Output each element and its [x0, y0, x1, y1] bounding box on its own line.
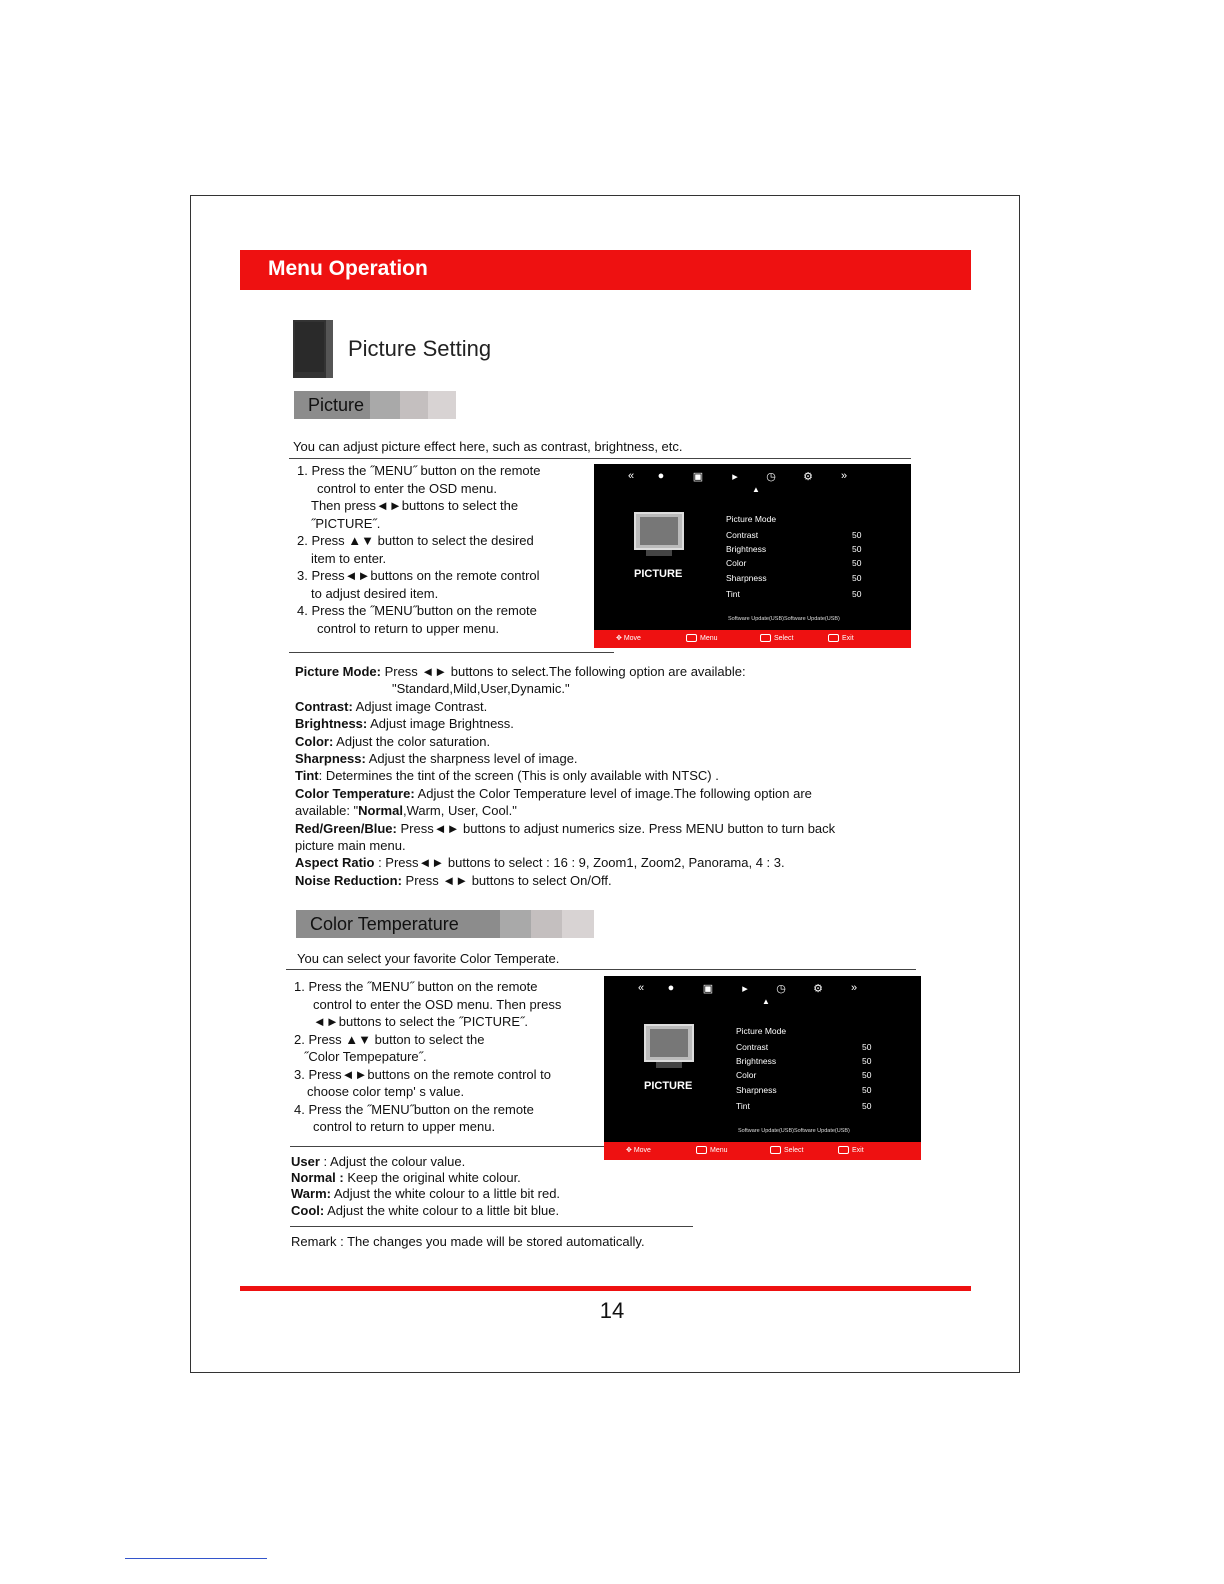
osd-footer-exit — [828, 634, 854, 642]
picture-icon: ● — [657, 470, 665, 482]
osd-item-value: 50 — [862, 1070, 872, 1080]
step-line: 2. Press ▲▼ button to select the — [294, 1031, 485, 1047]
desc-noise — [295, 872, 835, 889]
move-icon: ✥ — [626, 1147, 634, 1154]
right-arrow-icon: » — [850, 982, 858, 994]
step-line: ˝PICTURE˝. — [311, 515, 381, 531]
desc-label: Picture Mode: — [295, 664, 381, 679]
section-title: Picture Setting — [348, 336, 492, 361]
color-temp-bar — [296, 910, 594, 938]
picture-steps — [297, 462, 541, 637]
desc-label: Sharpness: — [295, 751, 366, 767]
desc-brightness — [295, 715, 835, 732]
divider — [290, 1146, 605, 1147]
osd-item-name: Brightness — [726, 544, 767, 554]
desc-label: Color Temperature: — [295, 785, 415, 801]
osd-item-name: Color — [726, 558, 747, 568]
desc-text: : Adjust the colour value. — [319, 1154, 466, 1169]
desc-label: Color: — [295, 733, 334, 749]
link-underline — [125, 1558, 267, 1559]
osd-footer-move — [626, 1146, 651, 1154]
osd-item-value: 50 — [862, 1056, 872, 1066]
osd-item-value: 50 — [852, 544, 862, 554]
osd-menu-title: Picture Mode — [726, 514, 777, 524]
osd-menu-screenshot — [594, 464, 911, 648]
right-arrow-icon: » — [840, 470, 848, 482]
osd-footer-menu — [686, 634, 718, 642]
gear-icon: ⚙ — [813, 983, 823, 995]
osd-footer-menu-label: Menu — [710, 1146, 728, 1154]
osd-item-value: 50 — [862, 1042, 872, 1052]
desc-label: Noise Reduction: — [295, 872, 402, 888]
osd-footer-move-label: Move — [623, 635, 641, 642]
desc-text: Keep the original white colour. — [343, 1170, 521, 1186]
desc-sharpness — [295, 750, 835, 767]
ct-desc-user — [291, 1154, 560, 1170]
selected-marker-icon: ▲ — [752, 485, 760, 494]
step-line: control to return to upper menu. — [313, 1119, 496, 1134]
step-line: 4. Press the ˝MENU˝button on the remote — [294, 1101, 534, 1117]
osd-item-value: 50 — [862, 1101, 872, 1111]
osd-footer-select — [770, 1146, 803, 1154]
divider — [290, 1226, 693, 1227]
desc-label: Normal : — [291, 1170, 344, 1186]
desc-text: Adjust the Color Temperature level of image.The following option are — [414, 785, 812, 801]
bar-block — [370, 391, 400, 419]
select-key-icon — [760, 634, 771, 642]
osd-item-name: Tint — [726, 589, 740, 599]
osd-footer — [594, 630, 911, 648]
desc-color-temp-options — [295, 802, 835, 819]
color-temp-bar-label: Color Temperature — [296, 910, 500, 938]
move-icon: ✥ — [616, 635, 624, 642]
clock-icon: ◷ — [766, 471, 776, 483]
desc-text: : Determines the tint of the screen (This is only available with NTSC) . — [318, 768, 719, 784]
step-line: 3. Press◄►buttons on the remote control to — [294, 1066, 551, 1082]
osd-item-value: 50 — [862, 1085, 872, 1095]
exit-key-icon — [828, 634, 839, 642]
desc-text: Adjust the white colour to a little bit red. — [330, 1186, 561, 1202]
osd-footer-move — [616, 634, 641, 642]
header-banner — [240, 250, 971, 290]
osd-item-name: Sharpness — [726, 573, 767, 583]
desc-text: Press◄► buttons to adjust numerics size. Press MENU button to turn back — [396, 820, 836, 836]
osd-item-value: 50 — [852, 558, 862, 568]
desc-picture-mode-options: "Standard,Mild,User,Dynamic." — [392, 681, 570, 697]
step-line: control to enter the OSD menu. Then press — [313, 996, 562, 1012]
desc-color — [295, 733, 835, 750]
sound-icon: ▸ — [742, 983, 748, 995]
osd-picture-label: PICTURE — [634, 568, 683, 580]
osd-footer-exit — [838, 1146, 864, 1154]
sound-icon: ▸ — [732, 471, 738, 483]
tv-stand — [656, 1062, 682, 1068]
color-temp-descriptions — [291, 1154, 560, 1219]
desc-label: Contrast: — [295, 698, 353, 714]
gear-icon: ⚙ — [803, 471, 813, 483]
screen-icon: ▣ — [702, 983, 714, 995]
osd-software-update: Software Update(USB)Software Update(USB) — [738, 1128, 850, 1134]
picture-icon: ● — [667, 982, 675, 994]
desc-label: Warm: — [291, 1186, 331, 1202]
ct-desc-cool — [291, 1203, 560, 1219]
desc-tint — [295, 767, 835, 784]
step-line: 2. Press ▲▼ button to select the desired — [297, 533, 534, 548]
desc-text: Press ◄► buttons to select On/Off. — [401, 872, 612, 888]
header-title: Menu Operation — [268, 257, 428, 280]
desc-text: Press ◄► buttons to select.The following option are available: — [380, 664, 746, 679]
step-line: 1. Press the ˝MENU˝ button on the remote — [297, 463, 541, 478]
page-number: 14 — [599, 1298, 625, 1323]
desc-label: Tint — [295, 768, 319, 784]
osd-footer-select — [760, 634, 793, 642]
desc-label: Aspect Ratio — [295, 855, 375, 871]
desc-label: Red/Green/Blue: — [295, 820, 397, 836]
desc-text: Adjust the sharpness level of image. — [365, 751, 578, 767]
desc-rgb-cont: picture main menu. — [295, 838, 406, 854]
desc-rgb — [295, 820, 835, 837]
osd-picture-label: PICTURE — [644, 1080, 693, 1092]
step-line: 4. Press the ˝MENU˝button on the remote — [297, 603, 537, 618]
section-book-icon — [293, 320, 333, 378]
tv-icon — [634, 512, 684, 550]
desc-aspect — [295, 854, 835, 871]
remark: Remark : The changes you made will be stored automatically. — [291, 1234, 645, 1249]
step-line: 1. Press the ˝MENU˝ button on the remote — [294, 979, 538, 994]
desc-text: ,Warm, User, Cool." — [402, 803, 517, 819]
footer-bar — [240, 1286, 971, 1291]
desc-text: available: " — [295, 803, 359, 819]
bar-block — [400, 391, 428, 419]
desc-normal: Normal — [358, 803, 403, 819]
menu-key-icon — [696, 1146, 707, 1154]
picture-descriptions — [295, 663, 835, 889]
screen-icon: ▣ — [692, 471, 704, 483]
desc-text: : Press◄► buttons to select : 16 : 9, Zoom1, Zoom2, Panorama, 4 : 3. — [374, 855, 785, 871]
desc-text: Adjust image Contrast. — [352, 698, 488, 714]
clock-icon: ◷ — [776, 983, 786, 995]
step-line: choose color temp' s value. — [307, 1084, 465, 1099]
osd-item-name: Tint — [736, 1101, 750, 1111]
color-temp-intro: You can select your favorite Color Temperate. — [297, 951, 560, 966]
osd-item-name: Contrast — [726, 530, 759, 540]
divider — [286, 969, 916, 970]
osd-footer-move-label: Move — [633, 1147, 651, 1154]
osd-item-value: 50 — [852, 573, 862, 583]
osd-footer — [604, 1142, 921, 1160]
desc-label: Brightness: — [295, 716, 368, 732]
menu-key-icon — [686, 634, 697, 642]
step-line: to adjust desired item. — [311, 585, 439, 601]
desc-text: Adjust image Brightness. — [367, 716, 514, 732]
osd-menu-title: Picture Mode — [736, 1026, 787, 1036]
ct-desc-warm — [291, 1186, 560, 1202]
picture-bar-label: Picture — [294, 391, 370, 419]
picture-intro: You can adjust picture effect here, such as contrast, brightness, etc. — [293, 439, 683, 454]
desc-contrast — [295, 698, 835, 715]
osd-footer-select-label: Select — [784, 1146, 804, 1154]
tv-stand — [646, 550, 672, 556]
osd-footer-exit-label: Exit — [852, 1146, 864, 1154]
selected-marker-icon: ▲ — [762, 997, 770, 1006]
picture-bar — [294, 391, 456, 419]
osd-footer-select-label: Select — [774, 634, 794, 642]
step-line: Then press◄►buttons to select the — [311, 498, 519, 513]
step-line: control to enter the OSD menu. — [317, 480, 497, 496]
osd-item-name: Color — [736, 1070, 757, 1080]
left-arrow-icon: « — [627, 470, 635, 482]
step-line: 3. Press◄►buttons on the remote control — [297, 568, 540, 583]
osd-item-name: Brightness — [736, 1056, 777, 1066]
osd-item-value: 50 — [852, 589, 862, 599]
step-line: item to enter. — [311, 550, 387, 566]
bar-block — [428, 391, 456, 419]
select-key-icon — [770, 1146, 781, 1154]
osd-icon-row — [594, 470, 911, 494]
ct-desc-normal — [291, 1170, 560, 1186]
exit-key-icon — [838, 1146, 849, 1154]
desc-label: User — [291, 1154, 320, 1169]
osd-icon-row — [604, 982, 921, 1006]
osd-menu-screenshot — [604, 976, 921, 1160]
osd-item-name: Sharpness — [736, 1085, 777, 1095]
color-temp-steps — [294, 978, 561, 1136]
osd-item-value: 50 — [852, 530, 862, 540]
divider — [289, 652, 614, 653]
desc-text: Adjust the color saturation. — [333, 733, 491, 749]
tv-icon — [644, 1024, 694, 1062]
step-line: control to return to upper menu. — [317, 620, 500, 636]
osd-footer-menu — [696, 1146, 728, 1154]
bar-block — [500, 910, 531, 938]
desc-label: Cool: — [291, 1202, 325, 1218]
osd-footer-menu-label: Menu — [700, 634, 718, 642]
osd-software-update: Software Update(USB)Software Update(USB) — [728, 616, 840, 622]
bar-block — [531, 910, 562, 938]
desc-color-temp — [295, 785, 835, 802]
desc-text: Adjust the white colour to a little bit blue. — [324, 1202, 560, 1218]
osd-item-name: Contrast — [736, 1042, 769, 1052]
step-line: ◄►buttons to select the ˝PICTURE˝. — [313, 1014, 529, 1029]
bar-block — [562, 910, 594, 938]
step-line: ˝Color Tempepature˝. — [304, 1049, 427, 1064]
desc-picture-mode — [295, 663, 835, 680]
divider — [289, 458, 911, 459]
osd-footer-exit-label: Exit — [842, 634, 854, 642]
left-arrow-icon: « — [637, 982, 645, 994]
